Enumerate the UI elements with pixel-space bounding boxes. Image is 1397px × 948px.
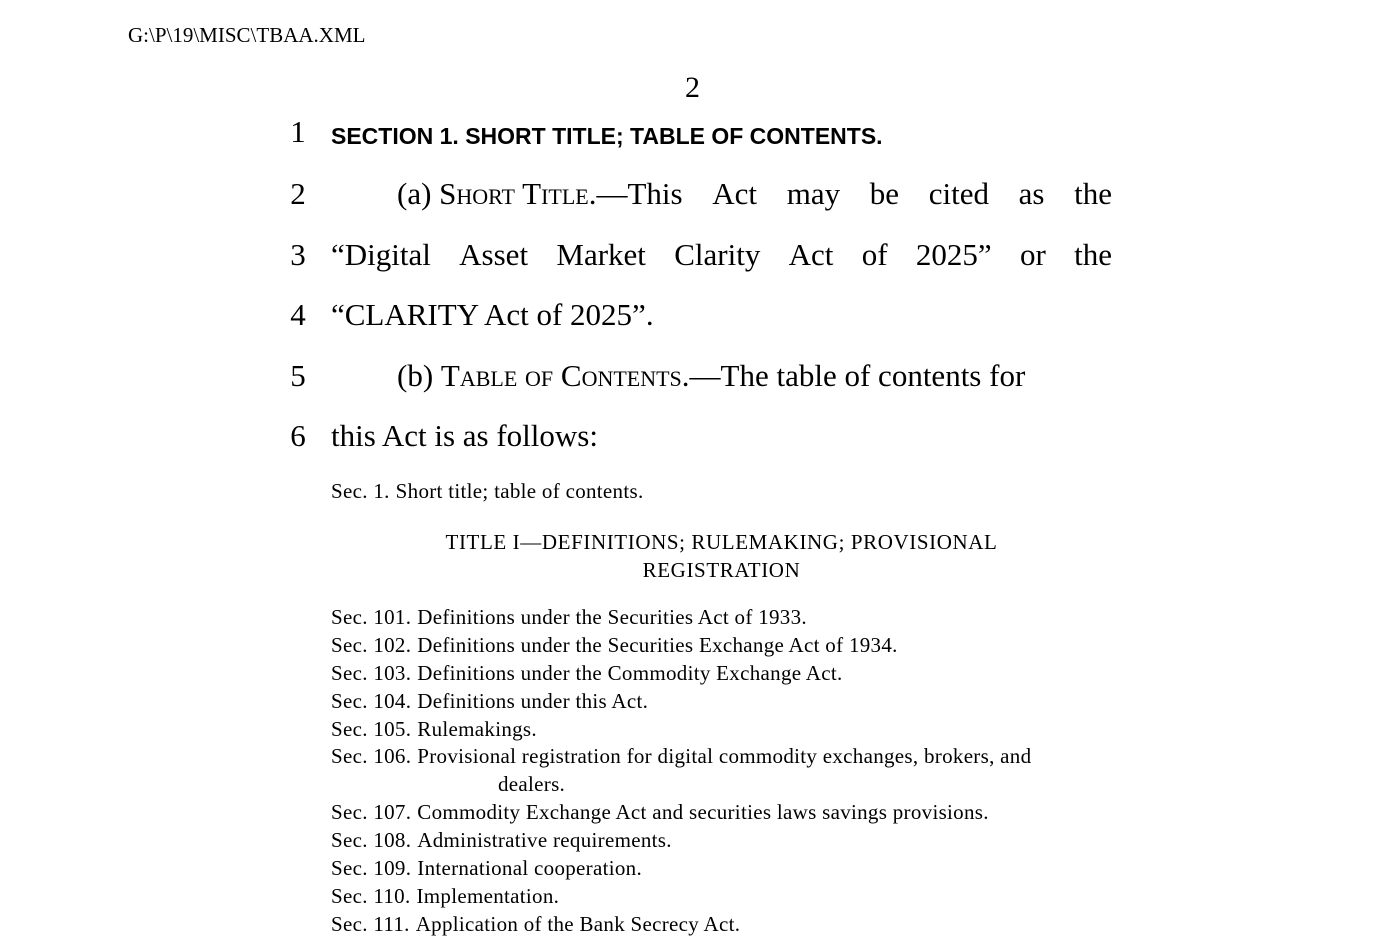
toc-entry bbox=[331, 660, 1121, 686]
act-short-name-line: “CLARITY Act of 2025”. bbox=[331, 297, 654, 332]
toc-intro-line: this Act is as follows: bbox=[331, 418, 598, 453]
toc-entry bbox=[331, 855, 1121, 881]
toc-title-heading-cont: REGISTRATION bbox=[642, 558, 801, 582]
toc-section-number: Sec. 1. bbox=[331, 479, 390, 503]
toc-section-text: Implementation. bbox=[416, 884, 560, 908]
toc-section-text: Definitions under this Act. bbox=[417, 689, 649, 713]
toc-section-number: Sec. 102. bbox=[331, 633, 412, 657]
toc-section-number: Sec. 101. bbox=[331, 605, 412, 629]
text-word: .—This bbox=[588, 176, 683, 211]
toc-section-number: Sec. 109. bbox=[331, 856, 412, 880]
text-word: or bbox=[1019, 237, 1046, 272]
toc-section-number: Sec. 108. bbox=[331, 828, 412, 852]
text-word: Act bbox=[712, 176, 758, 211]
line-number: 2 bbox=[290, 176, 306, 211]
text-word: the bbox=[1074, 237, 1112, 272]
text-word: Clarity bbox=[674, 237, 761, 272]
file-path: G:\P\19\MISC\TBAA.XML bbox=[128, 23, 366, 47]
toc-entry bbox=[331, 478, 1121, 504]
toc-entry bbox=[331, 883, 1121, 909]
toc-section-number: Sec. 110. bbox=[331, 884, 411, 908]
toc-entry bbox=[331, 688, 1121, 714]
toc-section-text: Definitions under the Securities Act of 1933. bbox=[417, 605, 807, 629]
short-title-heading: Short Title bbox=[439, 176, 589, 211]
toc-section-number: Sec. 111. bbox=[331, 912, 410, 936]
toc-section-number: Sec. 104. bbox=[331, 689, 412, 713]
text-word: cited bbox=[928, 176, 989, 211]
text-word: as bbox=[1018, 176, 1045, 211]
toc-section-number: Sec. 105. bbox=[331, 717, 412, 741]
text-word: 2025” bbox=[915, 237, 992, 272]
toc-heading: Table of Contents bbox=[440, 358, 682, 393]
toc-entry bbox=[331, 799, 1121, 825]
toc-section-number: Sec. 103. bbox=[331, 661, 412, 685]
text-span: .—The table of contents for bbox=[681, 358, 1026, 393]
line-number: 6 bbox=[290, 418, 306, 453]
toc-entry bbox=[331, 743, 1121, 769]
text-word: Act bbox=[788, 237, 834, 272]
short-title-line bbox=[331, 176, 1112, 212]
toc-entry bbox=[331, 911, 1121, 937]
toc-entry bbox=[331, 604, 1121, 630]
section-heading: SECTION 1. SHORT TITLE; TABLE OF CONTENTS. bbox=[331, 123, 883, 149]
line-number: 5 bbox=[290, 358, 306, 393]
toc-title-heading: TITLE I—DEFINITIONS; RULEMAKING; PROVISIONAL bbox=[445, 530, 998, 554]
line-number: 1 bbox=[290, 114, 306, 149]
toc-entry bbox=[331, 716, 1121, 742]
page-number: 2 bbox=[685, 71, 700, 104]
text-word: of bbox=[861, 237, 888, 272]
toc-entry bbox=[331, 632, 1121, 658]
line-number: 3 bbox=[290, 237, 306, 272]
toc-entry-continuation: dealers. bbox=[498, 772, 566, 796]
toc-section-text: Short title; table of contents. bbox=[395, 479, 644, 503]
text-word: the bbox=[1074, 176, 1112, 211]
toc-section-text: International cooperation. bbox=[417, 856, 642, 880]
table-of-contents-line bbox=[331, 358, 1112, 394]
paragraph-label: (b) bbox=[397, 358, 441, 393]
toc-section-text: Rulemakings. bbox=[417, 717, 537, 741]
toc-section-text: Commodity Exchange Act and securities laws savings provisions. bbox=[417, 800, 989, 824]
short-title-lead bbox=[397, 176, 683, 212]
act-name-line bbox=[331, 237, 1112, 273]
toc-entry bbox=[331, 827, 1121, 853]
toc-section-text: Definitions under the Commodity Exchange Act. bbox=[417, 661, 843, 685]
toc-section-text: Administrative requirements. bbox=[417, 828, 672, 852]
toc-section-number: Sec. 107. bbox=[331, 800, 412, 824]
paragraph-label: (a) bbox=[397, 176, 440, 211]
line-number: 4 bbox=[290, 297, 306, 332]
toc-section-text: Application of the Bank Secrecy Act. bbox=[415, 912, 741, 936]
text-word: Asset bbox=[459, 237, 529, 272]
text-word: Market bbox=[556, 237, 646, 272]
toc-section-text: Provisional registration for digital commodity exchanges, brokers, and bbox=[417, 744, 1032, 768]
text-word: be bbox=[869, 176, 900, 211]
text-word: “Digital bbox=[331, 237, 431, 272]
toc-section-number: Sec. 106. bbox=[331, 744, 412, 768]
toc-section-text: Definitions under the Securities Exchange Act of 1934. bbox=[417, 633, 898, 657]
text-word: may bbox=[786, 176, 841, 211]
